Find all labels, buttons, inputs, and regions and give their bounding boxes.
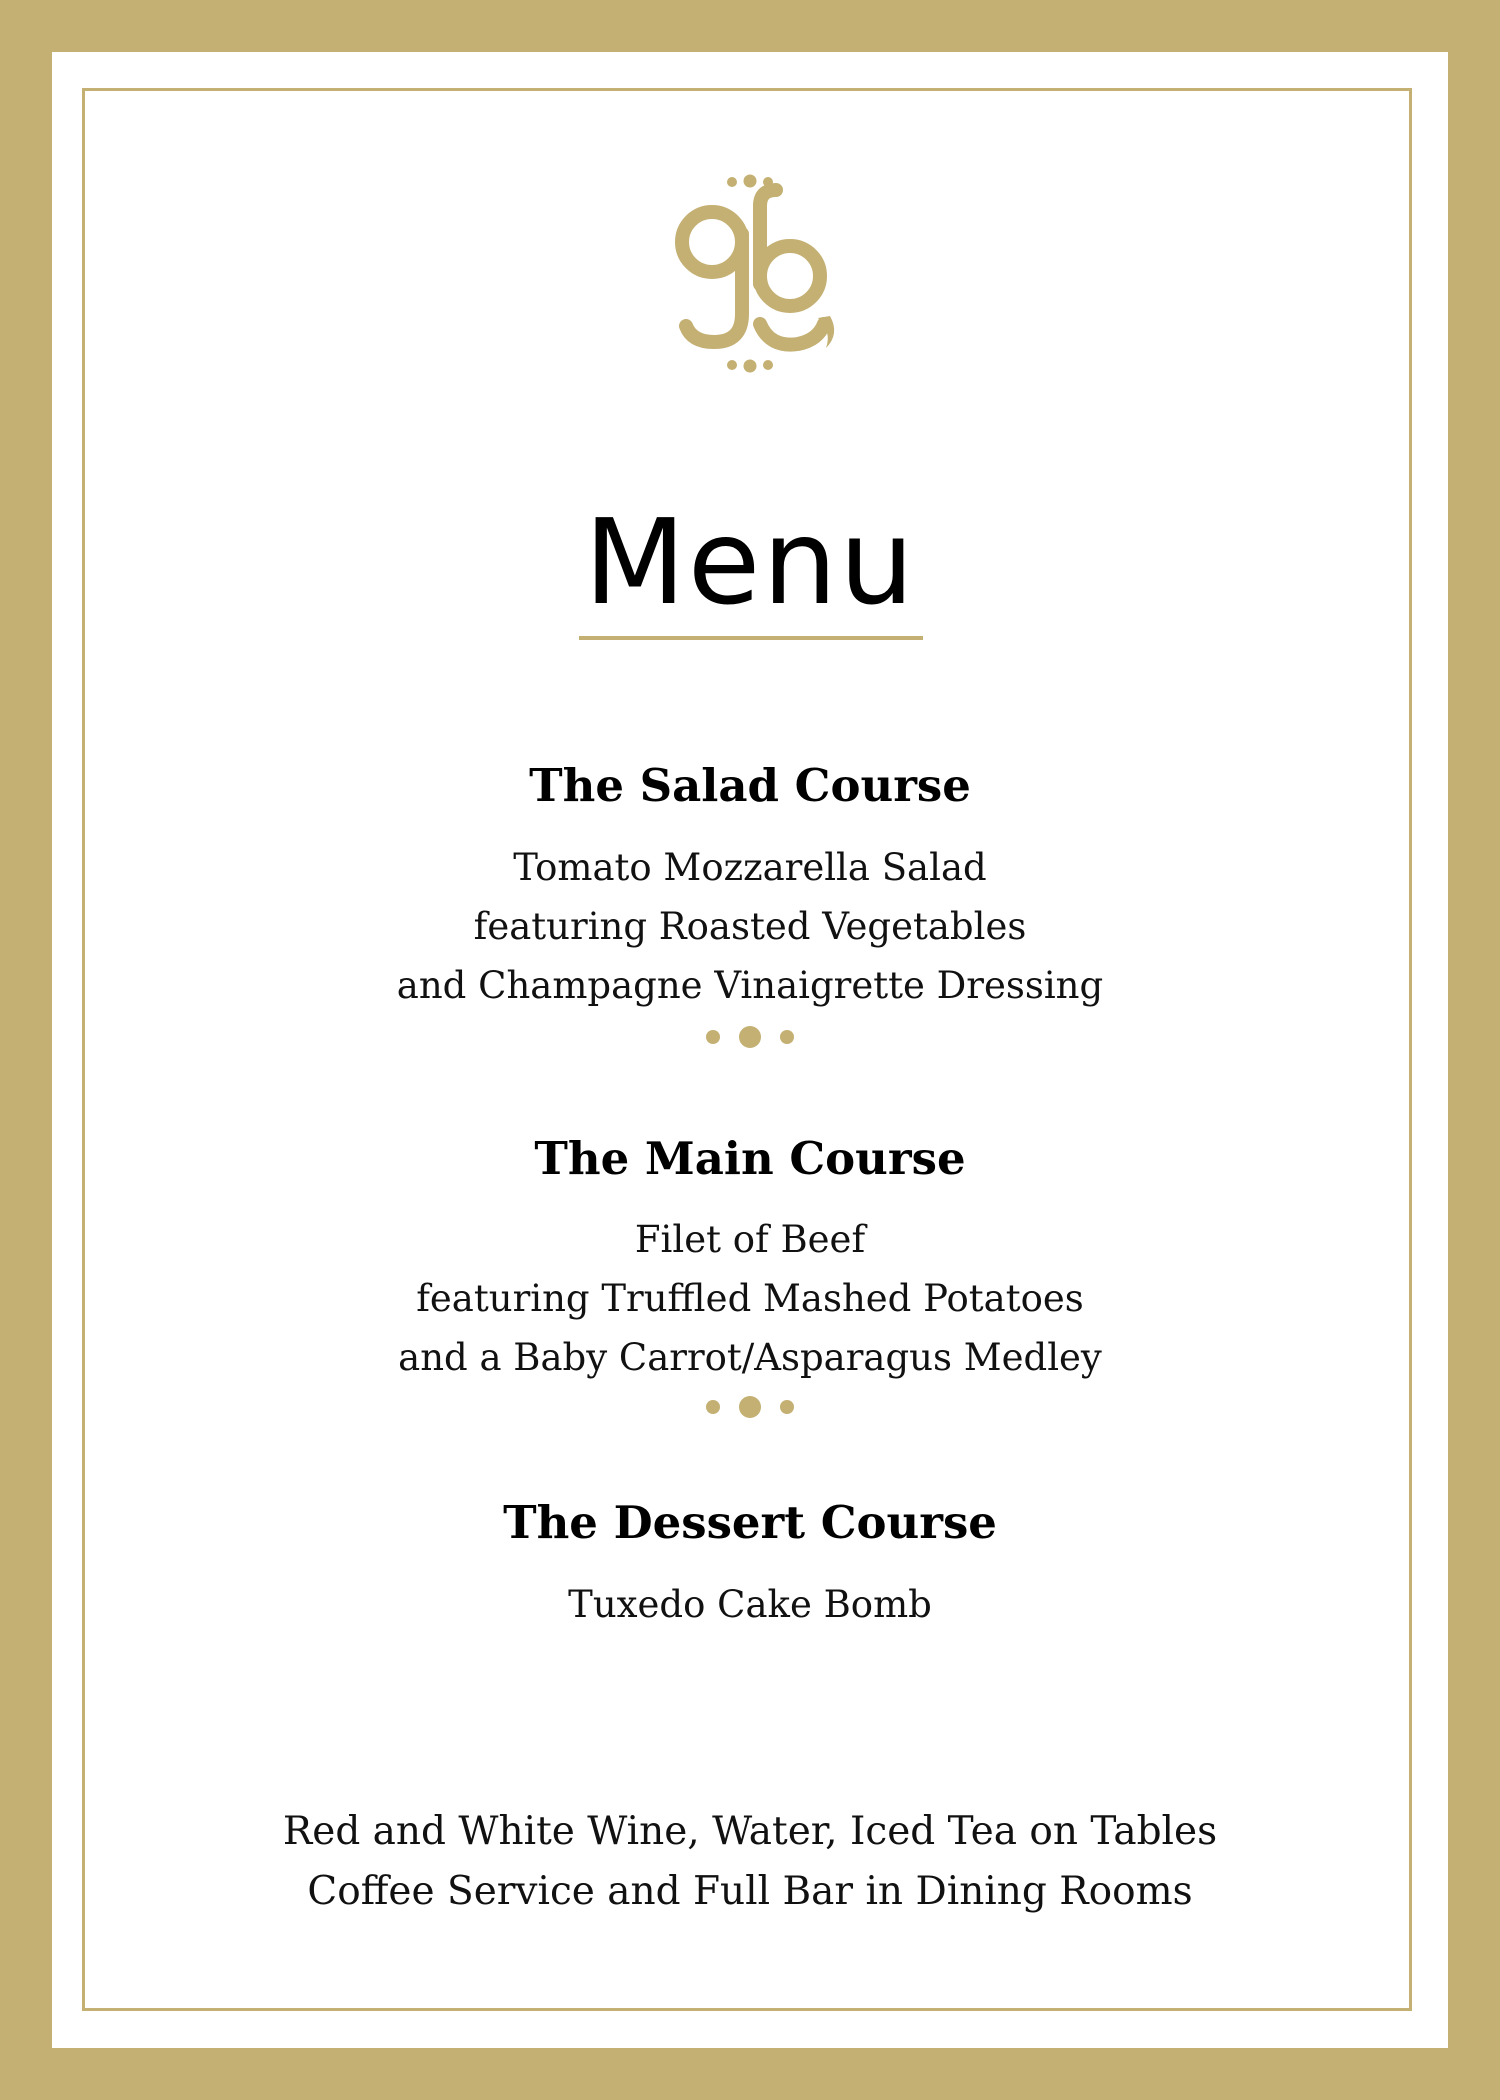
title-divider (579, 636, 923, 640)
course-item: featuring Roasted Vegetables (473, 905, 1027, 948)
course-items-dessert (52, 1575, 1448, 1634)
course-item: featuring Truffled Mashed Potatoes (416, 1277, 1084, 1320)
course-title-main: The Main Course (534, 1132, 966, 1185)
menu-title: Menu (584, 493, 916, 631)
course-item: Tomato Mozzarella Salad (513, 846, 987, 889)
course-item: Tuxedo Cake Bomb (568, 1583, 932, 1626)
course-item: and Champagne Vinaigrette Dressing (396, 964, 1104, 1007)
course-title-salad: The Salad Course (529, 759, 971, 812)
beverage-notes (52, 1802, 1448, 1922)
footer-line: Coffee Service and Full Bar in Dining Rooms (307, 1869, 1193, 1914)
course-title-dessert: The Dessert Course (503, 1496, 997, 1549)
dots-divider-icon (700, 1022, 800, 1052)
gp-monogram-icon (650, 164, 850, 384)
menu-card (52, 52, 1448, 2048)
course-items-salad (52, 838, 1448, 1015)
course-item: Filet of Beef (634, 1218, 866, 1261)
course-item: and a Baby Carrot/Asparagus Medley (398, 1336, 1102, 1379)
course-items-main (52, 1210, 1448, 1387)
dots-divider-icon (700, 1392, 800, 1422)
footer-line: Red and White Wine, Water, Iced Tea on Tables (282, 1809, 1218, 1854)
